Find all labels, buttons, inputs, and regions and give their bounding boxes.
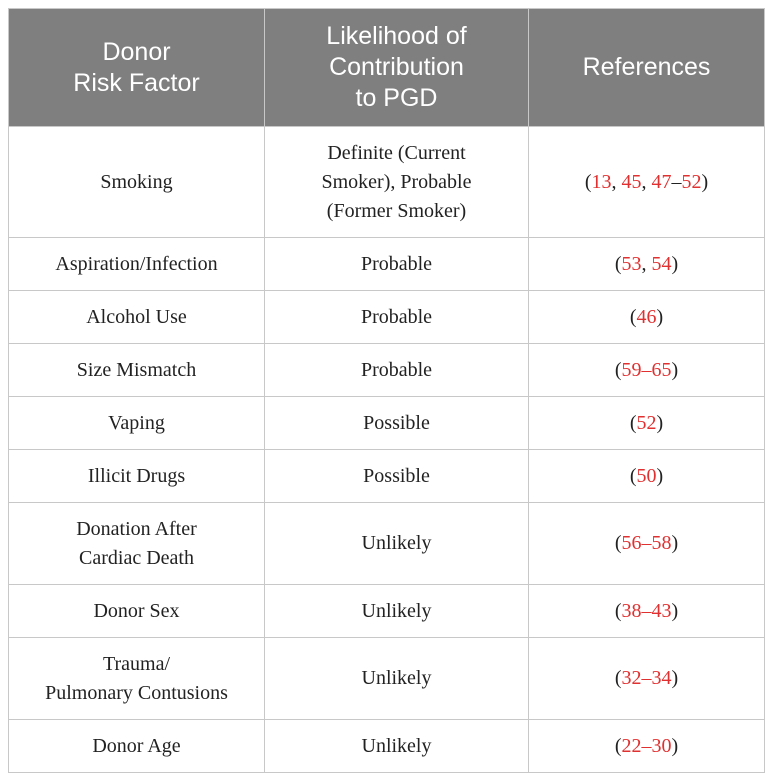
likelihood-text: Possible [363,411,430,434]
cell-likelihood [265,638,529,720]
reference-punctuation: , [611,170,622,193]
risk-factor-text: Pulmonary Contusions [45,681,228,704]
cell-risk-factor [9,238,265,291]
table-row [9,503,765,585]
reference-punctuation: ( [614,667,622,689]
reference-link[interactable]: 13 [591,170,612,193]
table-row [9,291,765,344]
cell-risk-factor [9,344,265,397]
likelihood-text: Unlikely [361,599,432,622]
cell-references [529,450,765,503]
reference-punctuation: ( [614,252,622,275]
reference-link[interactable]: 32–34 [621,667,672,689]
cell-likelihood [265,344,529,397]
risk-factor-text: Alcohol Use [86,305,187,328]
table-row [9,450,765,503]
reference-link[interactable]: 45 [621,170,642,193]
likelihood-text: Definite (Current [327,141,466,164]
reference-punctuation: ) [671,599,679,622]
cell-likelihood [265,503,529,585]
cell-references [529,238,765,291]
reference-link[interactable]: 50 [636,464,657,487]
risk-factor-text: Aspiration/Infection [55,252,218,275]
reference-link[interactable]: 56–58 [621,532,672,554]
table-row [9,720,765,773]
header-donor-risk-factor [9,9,265,127]
risk-factor-text: Illicit Drugs [87,464,186,487]
table-row [9,127,765,238]
header-line: Risk Factor [73,68,200,97]
cell-risk-factor [9,291,265,344]
reference-punctuation: ( [614,599,622,622]
cell-risk-factor [9,720,265,773]
cell-risk-factor [9,450,265,503]
cell-references [529,585,765,638]
cell-risk-factor [9,585,265,638]
likelihood-text: Probable [360,305,433,328]
cell-references [529,720,765,773]
cell-references [529,503,765,585]
table-header-row [9,9,765,127]
table-row [9,585,765,638]
reference-link[interactable]: 38–43 [621,599,672,622]
reference-link[interactable]: 54 [651,252,672,275]
cell-likelihood [265,127,529,238]
cell-references [529,127,765,238]
header-line: Donor [102,37,171,66]
header-line: Contribution [329,53,464,81]
table-row [9,238,765,291]
header-references [529,9,765,127]
reference-punctuation: ) [671,667,679,689]
cell-likelihood [265,238,529,291]
cell-likelihood [265,585,529,638]
likelihood-text: (Former Smoker) [326,199,467,222]
header-line: Likelihood of [326,22,467,50]
risk-factor-text: Vaping [108,411,165,434]
likelihood-text: Unlikely [361,667,432,689]
table-row [9,638,765,720]
table-row [9,397,765,450]
reference-link[interactable]: 46 [636,305,657,328]
cell-risk-factor [9,638,265,720]
reference-punctuation: ) [671,252,679,275]
reference-punctuation: ( [614,358,622,381]
cell-likelihood [265,720,529,773]
reference-punctuation: , [641,252,652,275]
cell-risk-factor [9,127,265,238]
cell-risk-factor [9,397,265,450]
reference-punctuation: – [671,170,682,193]
reference-punctuation: ( [614,734,622,757]
reference-link[interactable]: 53 [621,252,642,275]
risk-factor-text: Trauma/ [102,652,171,675]
risk-factor-table [8,8,765,773]
header-likelihood [265,9,529,127]
reference-punctuation: ) [671,358,679,381]
likelihood-text: Smoker), Probable [321,170,472,193]
reference-link[interactable]: 22–30 [621,734,672,757]
reference-punctuation: ) [656,464,664,487]
risk-factor-text: Donor Age [92,734,181,757]
cell-references [529,397,765,450]
reference-link[interactable]: 59–65 [621,358,672,381]
reference-punctuation: ) [701,170,709,193]
cell-references [529,638,765,720]
cell-references [529,344,765,397]
reference-punctuation: ( [584,170,592,193]
risk-factor-text: Size Mismatch [76,358,197,381]
likelihood-text: Unlikely [361,532,432,554]
cell-risk-factor [9,503,265,585]
reference-punctuation: ( [614,532,622,554]
cell-likelihood [265,397,529,450]
risk-factor-text: Donation After [76,517,197,540]
likelihood-text: Probable [360,252,433,275]
reference-punctuation: ( [629,411,637,434]
cell-likelihood [265,291,529,344]
risk-factor-text: Smoking [100,170,173,193]
reference-punctuation: ( [629,305,637,328]
cell-references [529,291,765,344]
table-body [9,127,765,773]
table-row [9,344,765,397]
reference-punctuation: ) [671,734,679,757]
likelihood-text: Probable [360,358,433,381]
risk-factor-text: Donor Sex [93,599,180,622]
header-line: References [582,53,711,81]
risk-factor-text: Cardiac Death [79,546,194,569]
header-line: to PGD [355,84,438,112]
reference-link[interactable]: 52 [681,170,702,193]
likelihood-text: Possible [363,464,430,487]
cell-likelihood [265,450,529,503]
likelihood-text: Unlikely [361,734,432,757]
reference-punctuation: ) [671,532,679,554]
reference-punctuation: ( [629,464,637,487]
reference-punctuation: , [641,170,652,193]
reference-punctuation: ) [656,411,664,434]
reference-punctuation: ) [656,305,664,328]
reference-link[interactable]: 47 [651,170,672,193]
reference-link[interactable]: 52 [636,411,657,434]
